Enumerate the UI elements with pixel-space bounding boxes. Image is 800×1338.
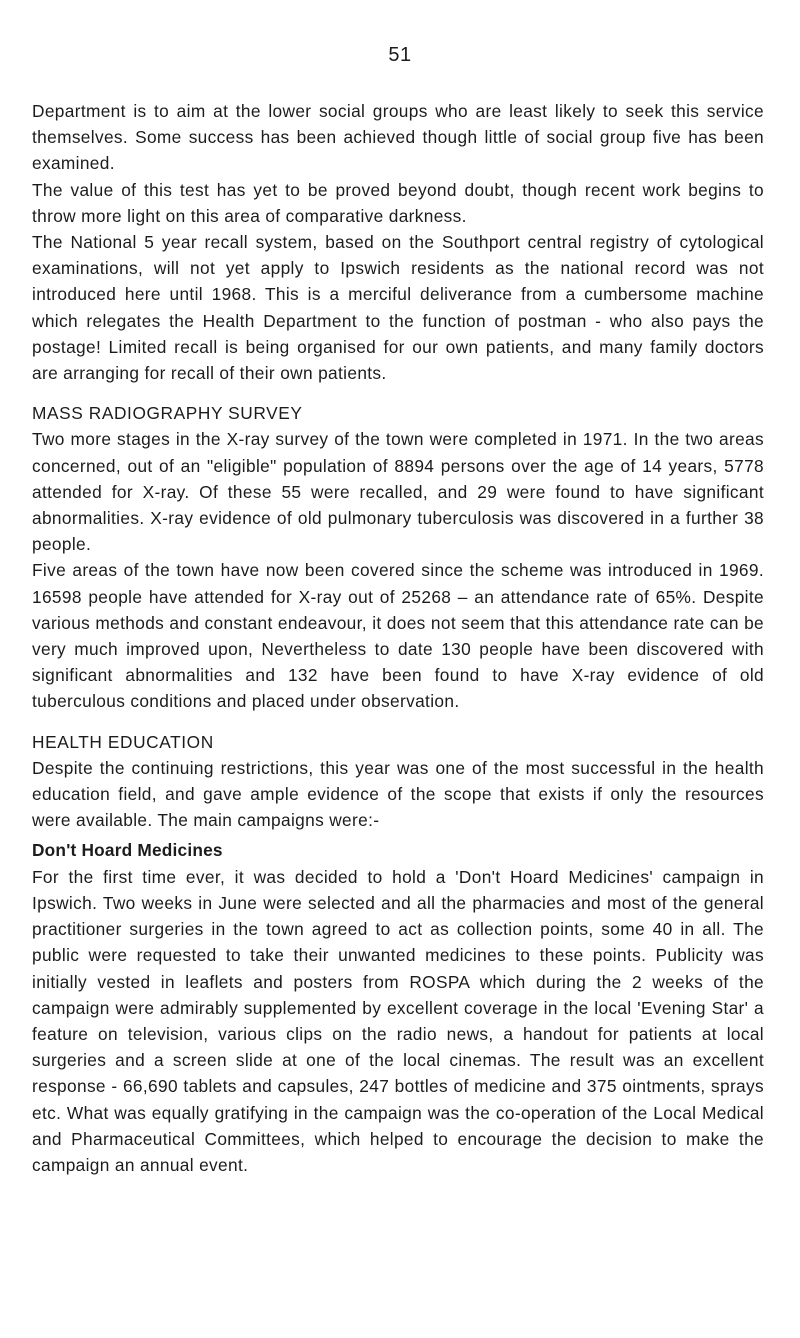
mass-radiography-paragraph-2: Five areas of the town have now been covered since the scheme was introduced in 1969. 16598 people have attended for X-ray out of 25268 – an attendance rate of 65%. Despite various methods and constant endeavour, it does not seem that this attendance rate can be very much improved upon, Nevertheless to date 130 people have been discovered with significant abnormalities and 132 have been found to have X-ray evidence of old tuberculous conditions and placed under observation. <box>32 560 764 712</box>
health-education-paragraph-1: Despite the continuing restrictions, this year was one of the most successful in the health education field, and gave ample evidence of the scope that exists if only the resources were available. The main campaigns were:- <box>32 757 764 831</box>
intro-paragraph-1: Department is to aim at the lower social groups who are least likely to seek this service themselves. Some success has been achieved though little of social group five has been examined. <box>32 101 764 174</box>
mass-radiography-paragraph-1: Two more stages in the X-ray survey of the town were completed in 1971. In the two areas concerned, out of an "eligible" population of 8894 persons over the age of 14 years, 5778 attended for X-ray. Of these 55 were recalled, and 29 were found to have significant abnormalities. X-ray evidence of old pulmonary tuberculosis was discovered in a further 38 people. <box>32 429 764 555</box>
subheading-dont-hoard-medicines: Don't Hoard Medicines <box>32 840 223 861</box>
section-heading-mass-radiography: MASS RADIOGRAPHY SURVEY <box>32 403 303 424</box>
page-content <box>32 98 764 1178</box>
page-number: 51 <box>388 44 412 66</box>
intro-paragraph-2: The value of this test has yet to be proved beyond doubt, though recent work begins to throw more light on this area of comparative darkness. <box>32 179 764 226</box>
section-heading-health-education: HEALTH EDUCATION <box>32 731 214 752</box>
dont-hoard-medicines-paragraph-1: For the first time ever, it was decided to hold a 'Don't Hoard Medicines' campaign in Ipswich. Two weeks in June were selected and all the pharmacies and most of the general practitioner surgeries in the town agreed to act as collection points, some 40 in all. The public were requested to take their unwanted medicines to these points. Publicity was initially vested in leaflets and posters from ROSPA which during the 2 weeks of the campaign were admirably supplemented by excellent coverage in the local 'Evening Star' a feature on television, various clips on the radio news, a handout for patients at local surgeries and a screen slide at one of the local cinemas. The result was an excellent response - 66,690 tablets and capsules, 247 bottles of medicine and 375 ointments, sprays etc. What was equally gratifying in the campaign was the co-operation of the Local Medical and Pharmaceutical Committees, which helped to encourage the decision to make the campaign an annual event. <box>32 866 764 1175</box>
intro-paragraph-3: The National 5 year recall system, based on the Southport central registry of cytological examinations, will not yet apply to Ipswich residents as the national record was not introduced here until 1968. This is a merciful deliverance from a cumbersome machine which relegates the Health Department to the function of postman - who also pays the postage! Limited recall is being organised for our own patients, and many family doctors are arranging for recall of their own patients. <box>32 232 764 384</box>
